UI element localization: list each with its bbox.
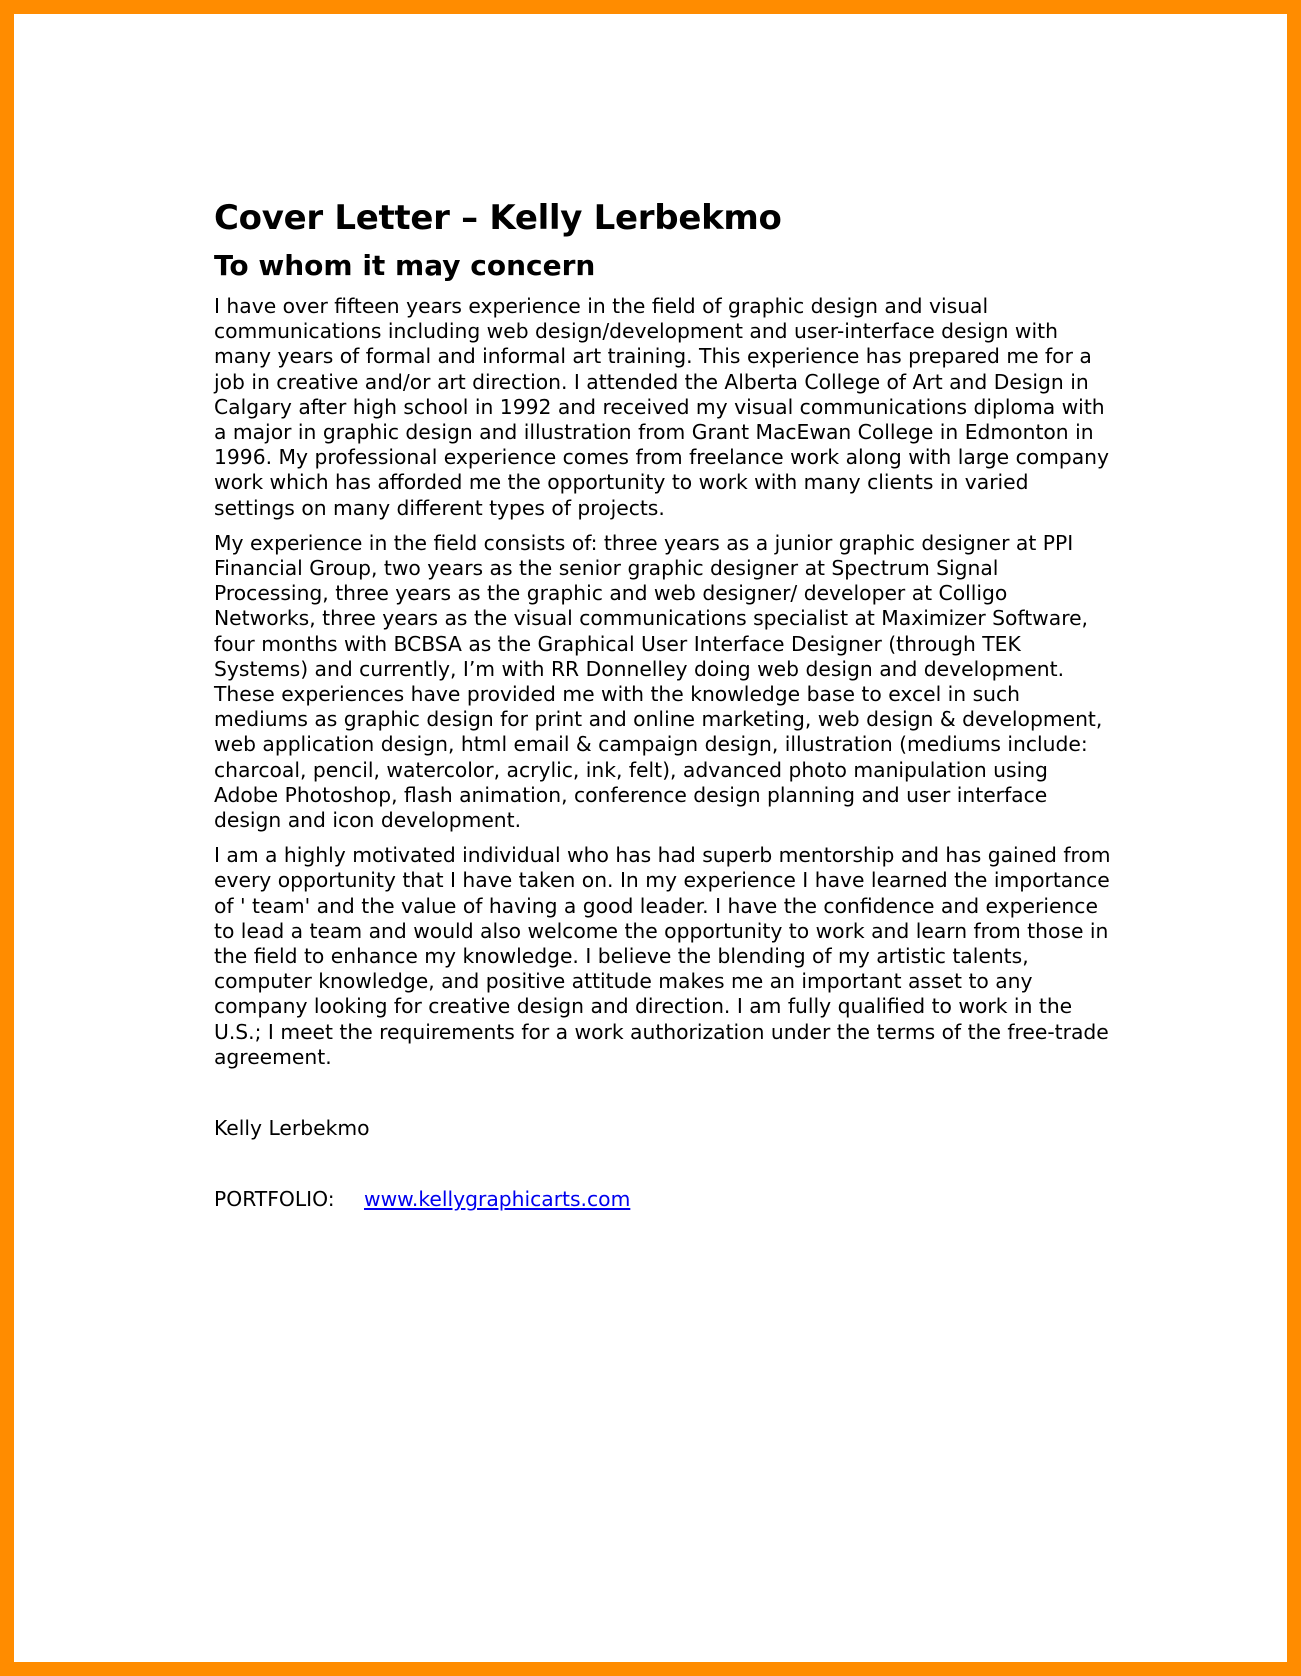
portfolio-label: PORTFOLIO: [214, 1187, 335, 1212]
paragraph-experience: My experience in the field consists of: three years as a junior graphic designer at PPI Financial Group, two years as the senior graphic designer at Spectrum Signal Processing, three years as the graphic and web designer/ developer at Colligo Networks, three years as the visual communications specialist at Maximizer Software, four months with BCBSA as the Graphical User Interface Designer (through TEK Systems) and currently, I’m with RR Donnelley doing web design and development. These experiences have provided me with the knowledge base to excel in such mediums as graphic design for print and online marketing, web design & development, web application design, html email & campaign design, illustration (mediums include: charcoal, pencil, watercolor, acrylic, ink, felt), advanced photo manipulation using Adobe Photoshop, flash animation, conference design planning and user interface design and icon development. [214, 530, 1103, 833]
paragraph-intro: I have over fifteen years experience in the field of graphic design and visual communications including web design/development and user-interface design with many years of formal and informal art training. This experience has prepared me for a job in creative and/or art direction. I attended the Alberta College of Art and Design in Calgary after high school in 1992 and received my visual communications diploma with a major in graphic design and illustration from Grant MacEwan College in Edmonton in 1996. My professional experience comes from freelance work along with large company work which has afforded me the opportunity to work with many clients in varied settings on many different types of projects. [214, 294, 1110, 520]
portfolio-line [214, 1187, 1114, 1212]
letter-title: Cover Letter – Kelly Lerbekmo [214, 198, 782, 238]
letter-page [214, 196, 1114, 1212]
portfolio-link[interactable]: www.kellygraphicarts.com [364, 1187, 631, 1212]
salutation: To whom it may concern [214, 249, 596, 282]
paragraph-motivation: I am a highly motivated individual who has had superb mentorship and has gained from every opportunity that I have taken on. In my experience I have learned the importance of ' team' and the value of having a good leader. I have the confidence and experience to lead a team and would also welcome the opportunity to work and learn from those in the field to enhance my knowledge. I believe the blending of my artistic talents, computer knowledge, and positive attitude makes me an important asset to any company looking for creative design and direction. I am fully qualified to work in the U.S.; I meet the requirements for a work authorization under the terms of the free-trade agreement. [214, 843, 1111, 1069]
signature-name: Kelly Lerbekmo [214, 1116, 370, 1141]
